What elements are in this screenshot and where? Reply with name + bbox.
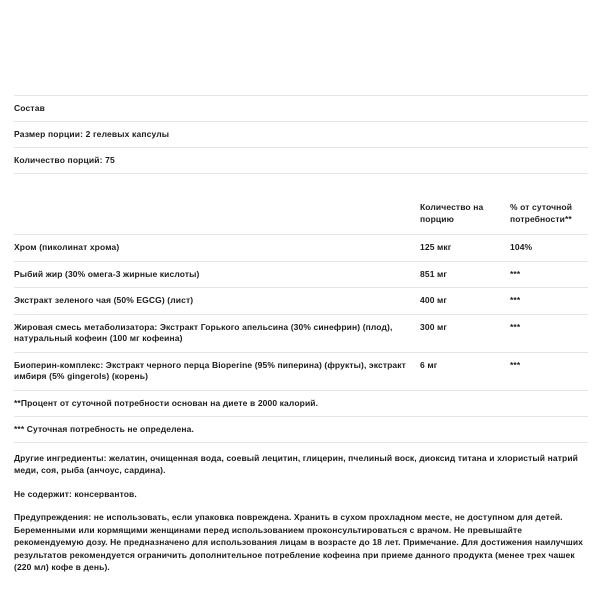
footnote-daily-value-undetermined: *** Суточная потребность не определена. (14, 423, 194, 434)
nutrition-table-head (14, 194, 588, 235)
table-row (14, 314, 588, 352)
ingredient-amount: 300 мг (420, 314, 510, 352)
warnings-text: Предупреждения: не использовать, если упаковка повреждена. Хранить в сухом прохладном месте, не доступном для детей. Беременными или кормящими женщинами перед использованием проконсультироваться с врачом. Не превышайте рекомендуемую дозу. Не предназначено для использования лицам в возрасте до 18 лет. Примечание. Для достижения наилучших результатов рекомендуется ограничить дополнительное потребление кофеина при приеме данного продукта (менее трех чашек (220 мл) кофе в день). (14, 512, 584, 572)
free-of-text: Не содержит: консервантов. (14, 488, 137, 499)
ingredient-name: Биоперин-комплекс: Экстракт черного перца Bioperine (95% пиперина) (фрукты), экстракт имбиря (5% gingerols) (корень) (14, 352, 420, 390)
ingredient-amount: 6 мг (420, 352, 510, 390)
serving-size-line: Размер порции: 2 гелевых капсулы (14, 129, 170, 139)
footnote-daily-value-basis: **Процент от суточной потребности основан на диете в 2000 калорий. (14, 397, 319, 408)
section-gap (0, 174, 600, 194)
ingredient-daily-value: 104% (510, 235, 588, 262)
table-row (14, 288, 588, 315)
ingredient-name: Рыбий жир (30% омега-3 жирные кислоты) (14, 261, 420, 288)
servings-per-container-line: Количество порций: 75 (14, 155, 115, 165)
table-row (14, 261, 588, 288)
ingredient-name: Жировая смесь метаболизатора: Экстракт Горького апельсина (30% синефрин) (плод), натуральный кофеин (100 мг кофеина) (14, 314, 420, 352)
ingredient-daily-value: *** (510, 352, 588, 390)
ingredient-amount: 400 мг (420, 288, 510, 315)
ingredient-name: Экстракт зеленого чая (50% EGCG) (лист) (14, 288, 420, 315)
column-header-amount-per-serving: Количество на порцию (420, 194, 510, 235)
ingredient-name: Хром (пиколинат хрома) (14, 235, 420, 262)
table-row (14, 235, 588, 262)
top-spacer (0, 0, 600, 95)
column-header-name (14, 194, 420, 235)
nutrition-table (14, 194, 588, 391)
ingredient-amount: 125 мкг (420, 235, 510, 262)
other-ingredients-text: Другие ингредиенты: желатин, очищенная вода, соевый лецитин, глицерин, пчелиный воск, диоксид титана и хлористый натрий меди, соя, рыба (анчоус, сардина). (14, 452, 579, 475)
ingredient-daily-value: *** (510, 288, 588, 315)
nutrition-table-body (14, 235, 588, 391)
supplement-facts-heading: Состав (14, 103, 45, 113)
ingredient-amount: 851 мг (420, 261, 510, 288)
table-row (14, 352, 588, 390)
table-header-row (14, 194, 588, 235)
column-header-daily-value: % от суточной потребности** (510, 194, 588, 235)
ingredient-daily-value: *** (510, 261, 588, 288)
ingredient-daily-value: *** (510, 314, 588, 352)
